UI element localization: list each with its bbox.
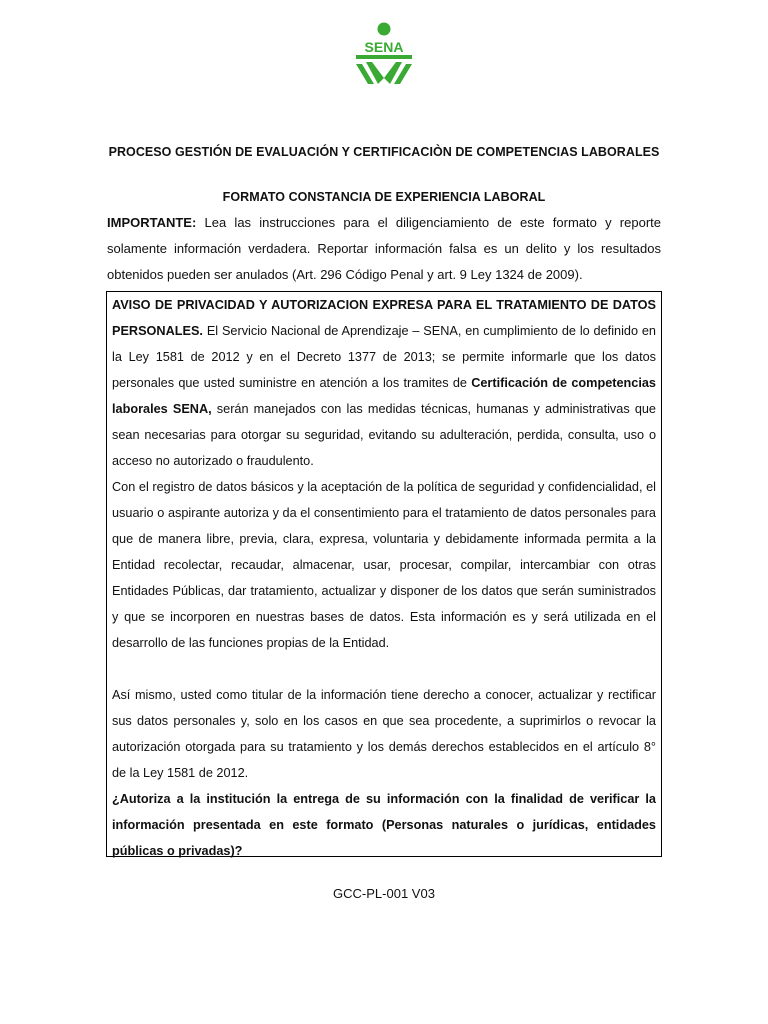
intro-paragraph [107, 210, 661, 288]
privacy-paragraph-1 [112, 292, 656, 474]
privacy-p1-a: El Servicio Nacional de Aprendizaje – SENA, en cumplimiento de lo definido en la Ley 1581 de 2012 y en el Decreto 1377 de 2013; se permite informarle que los datos personales que usted suministre en atención a los tramites de [112, 324, 656, 390]
privacy-paragraph-2: Con el registro de datos básicos y la aceptación de la política de seguridad y confidencialidad, el usuario o aspirante autoriza y da el consentimiento para el tratamiento de datos personales para que de manera libre, previa, clara, expresa, voluntaria y debidamente informada permita a la Entidad recolectar, recaudar, almacenar, usar, procesar, compilar, intercambiar con otras Entidades Públicas, dar tratamiento, actualizar y disponer de los datos que serán suministrados y que se incorporen en nuestras bases de datos. Esta información es y será utilizada en el desarrollo de las funciones propias de la Entidad. [112, 480, 656, 650]
document-code: GCC-PL-001 V03 [333, 886, 435, 901]
form-title: FORMATO CONSTANCIA DE EXPERIENCIA LABORAL [222, 190, 546, 204]
sena-logo-icon [352, 22, 416, 88]
privacy-title: AVISO DE PRIVACIDAD Y AUTORIZACION EXPRESA PARA EL TRATAMIENTO DE DATOS PERSONALES. [112, 298, 656, 338]
privacy-paragraph-3: Así mismo, usted como titular de la información tiene derecho a conocer, actualizar y rectificar sus datos personales y, solo en los casos en que sea procedente, a suprimirlos o revocar la autorización otorgada para su tratamiento y los demás derechos establecidos en el artículo 8° de la Ley 1581 de 2012. [112, 688, 656, 780]
intro-text: Lea las instrucciones para el diligenciamiento de este formato y reporte solamente información verdadera. Reportar información falsa es un delito y los resultados obtenidos pueden ser anulados (Art. 296 Código Penal y art. 9 Ley 1324 de 2009). [107, 215, 661, 282]
logo-text: SENA [364, 39, 404, 55]
sena-logo [352, 22, 416, 88]
privacy-p1-b: serán manejados con las medidas técnicas, humanas y administrativas que sean necesarias para otorgar su seguridad, evitando su adulteración, perdida, consulta, uso o acceso no autorizado o fraudulento. [112, 402, 656, 468]
authorization-question-text: ¿Autoriza a la institución la entrega de su información con la finalidad de verificar la información presentada en este formato (Personas naturales o jurídicas, entidades públicas o privadas)? [112, 792, 656, 858]
paragraph-gap [112, 656, 656, 682]
process-title: PROCESO GESTIÓN DE EVALUACIÓN Y CERTIFICACIÒN DE COMPETENCIAS LABORALES [108, 145, 660, 159]
intro-label: IMPORTANTE: [107, 215, 197, 230]
privacy-notice-box [106, 291, 662, 857]
privacy-p1-bold: Certificación de competencias laborales SENA, [112, 376, 656, 416]
authorization-question [112, 786, 656, 864]
